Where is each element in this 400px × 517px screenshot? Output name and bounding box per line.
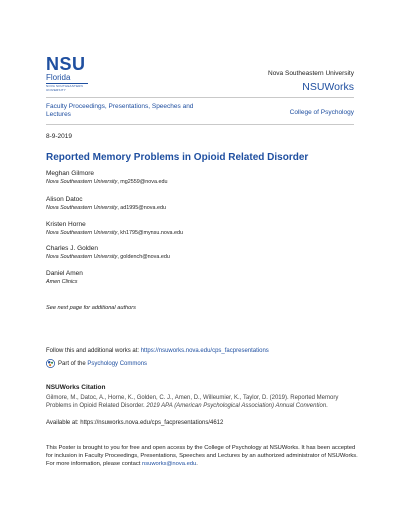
author-email: , mg2559@nova.edu (117, 179, 168, 185)
access-notice-text: This Poster is brought to you for free and open access by the College of Psychology at NSUWorks. It has been accepted for inclusion in Faculty Proceedings, Presentations, Speeches and Lectures by an authorized administrator of NSUWorks. For more information, please contact (46, 445, 358, 467)
logo-brand: NSU (46, 54, 86, 74)
citation-text (46, 394, 356, 410)
part-prefix: Part of the (58, 361, 88, 367)
follow-prefix: Follow this and additional works at: (46, 348, 141, 354)
author-name: Charles J. Golden (46, 245, 99, 252)
collection-divider (46, 124, 354, 125)
author-institution: Nova Southeastern University (46, 254, 118, 260)
author-block (46, 270, 346, 286)
citation-end: . (326, 403, 328, 409)
author-block (46, 170, 346, 186)
publication-date: 8-9-2019 (46, 133, 73, 140)
citation-heading: NSUWorks Citation (46, 384, 106, 391)
author-institution: Amen Clinics (46, 279, 78, 285)
author-email: , ad1995@nova.edu (117, 205, 166, 211)
psychology-commons-link[interactable]: Psychology Commons (87, 361, 148, 367)
author-affiliation (46, 229, 346, 237)
author-block (46, 221, 346, 237)
author-institution: Nova Southeastern University (46, 230, 118, 236)
author-email: , kh1795@mynsu.nova.edu (117, 230, 184, 236)
author-email: , goldench@nova.edu (117, 254, 170, 260)
follow-line (46, 348, 269, 354)
header-divider (46, 97, 354, 98)
author-institution: Nova Southeastern University (46, 179, 118, 185)
author-name: Kristen Horne (46, 221, 86, 228)
repository-link[interactable]: NSUWorks (302, 81, 354, 93)
author-name: Meghan Gilmore (46, 170, 95, 177)
collection-url-link[interactable]: https://nsuworks.nova.edu/cps_facpresentations (140, 348, 269, 354)
citation-authors-title: Gilmore, M., Datoc, A., Horne, K., Golden, C. J., Amen, D., Willeumier, K., Taylor, D. (2019). Reported Memory Problems in Opioid Related Disorder. (46, 395, 339, 409)
college-link[interactable]: College of Psychology (289, 109, 354, 116)
contact-email-link[interactable]: nsuworks@nova.edu (142, 461, 197, 467)
citation-venue: 2019 APA (American Psychological Association) Annual Convention (146, 403, 327, 409)
paper-title[interactable]: Reported Memory Problems in Opioid Related Disorder (46, 152, 309, 163)
author-affiliation (46, 178, 346, 186)
author-institution: Nova Southeastern University (46, 205, 118, 211)
see-next-note: See next page for additional authors (46, 305, 136, 311)
author-affiliation (46, 278, 346, 286)
logo-state: Florida (46, 73, 71, 82)
discipline-line (58, 361, 147, 367)
author-name: Alison Datoc (46, 196, 83, 203)
network-commons-icon (46, 359, 55, 368)
university-name: Nova Southeastern University (268, 70, 354, 77)
author-block (46, 245, 346, 261)
author-affiliation (46, 253, 346, 261)
access-notice (46, 444, 362, 468)
series-link[interactable]: Faculty Proceedings, Presentations, Speeches and Lectures (46, 103, 194, 118)
logo-tagline: NOVA SOUTHEASTERN UNIVERSITY (46, 84, 84, 92)
nsu-logo (46, 56, 106, 92)
access-notice-end: . (196, 461, 198, 467)
available-at: Available at: https://nsuworks.nova.edu/cps_facpresentations/4612 (46, 420, 224, 426)
author-affiliation (46, 204, 346, 212)
author-block (46, 196, 346, 212)
author-name: Daniel Amen (46, 270, 83, 277)
